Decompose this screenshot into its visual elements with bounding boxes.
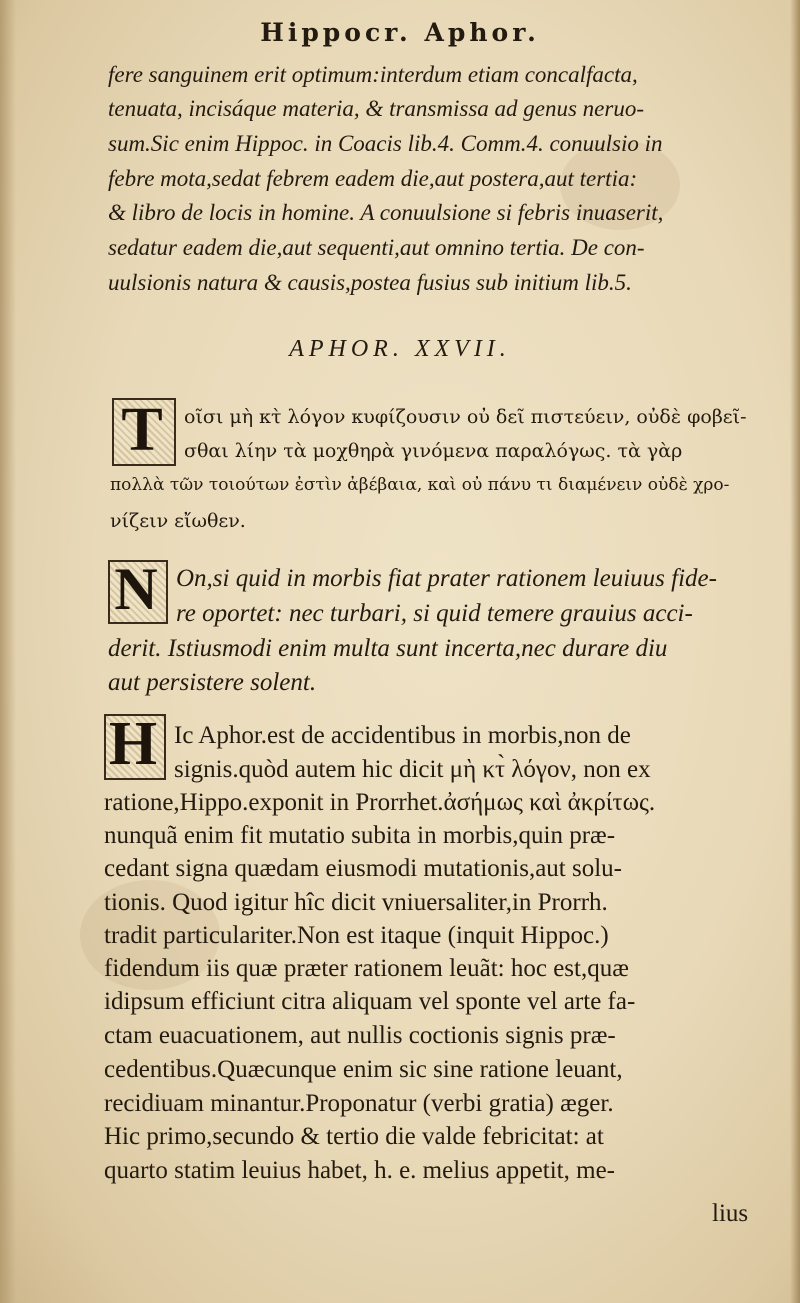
catchword: lius — [712, 1200, 749, 1227]
commentary-line: signis.quòd autem hic dicit μὴ κτ̀ λόγον, non ex — [174, 756, 651, 783]
commentary-line: idipsum efficiunt citra aliquam vel sponte vel arte fa- — [104, 988, 636, 1015]
latin-initial: N — [114, 556, 158, 622]
commentary-line: cedentibus.Quæcunque enim sic sine ratione leuant, — [104, 1056, 623, 1083]
commentary-top-line: & libro de locis in homine. A conuulsione si febris inuaserit, — [108, 200, 664, 225]
latin-line: aut persistere solent. — [108, 669, 317, 696]
commentary-top-line: tenuata, incisáque materia, & transmissa ad genus neruo- — [108, 96, 644, 121]
commentary-line: Ic Aphor.est de accidentibus in morbis,non de — [174, 722, 631, 749]
commentary-top-line: sum.Sic enim Hippoc. in Coacis lib.4. Comm.4. conuulsio in — [108, 131, 663, 156]
page-shadow-right — [790, 0, 800, 1303]
commentary-line: tradit particulariter.Non est itaque (inquit Hippoc.) — [104, 922, 609, 949]
commentary-top-line: fere sanguinem erit optimum:interdum etiam concalfacta, — [108, 62, 638, 87]
commentary-line: cedant signa quædam eiusmodi mutationis,aut solu- — [104, 855, 622, 882]
latin-line: re oportet: nec turbari, si quid temere grauius acci- — [176, 600, 693, 627]
running-head: Hippocr. Aphor. — [260, 18, 540, 47]
commentary-line: quarto statim leuius habet, h. e. melius appetit, me- — [104, 1157, 615, 1184]
commentary-top-line: uulsionis natura & causis,postea fusius sub initium lib.5. — [108, 270, 632, 295]
commentary-line: ctam euacuationem, aut nullis coctionis signis præ- — [104, 1022, 616, 1049]
greek-initial: T — [121, 396, 163, 464]
commentary-top-line: febre mota,sedat febrem eadem die,aut postera,aut tertia: — [108, 166, 638, 191]
latin-line: derit. Istiusmodi enim multa sunt incerta,nec durare diu — [108, 635, 668, 662]
page-shadow-left — [0, 0, 16, 1303]
commentary-line: recidiuam minantur.Proponatur (verbi gratia) æger. — [104, 1090, 614, 1117]
aphorism-heading: APHOR. XXVII. — [289, 336, 511, 362]
greek-line: νίζειν εἴωθεν. — [110, 510, 246, 532]
commentary-line: nunquã enim fit mutatio subita in morbis,quin præ- — [104, 822, 616, 849]
commentary-top-line: sedatur eadem die,aut sequenti,aut omnino tertia. De con- — [108, 235, 645, 260]
commentary-line: ratione,Hippo.exponit in Prorrhet.ἀσήμως καὶ ἀκρίτως. — [104, 789, 656, 816]
greek-line: πολλὰ τῶν τοιούτων ἐστὶν ἀβέβαια, καὶ οὐ πάνυ τι διαμένειν οὐδὲ χρο- — [110, 475, 730, 495]
commentary-line: Hic primo,secundo & tertio die valde febricitat: at — [104, 1123, 604, 1150]
commentary-line: fidendum iis quæ præter rationem leuãt: hoc est,quæ — [104, 955, 629, 982]
commentary-line: tionis. Quod igitur hîc dicit vniuersaliter,in Prorrh. — [104, 889, 608, 916]
greek-line: σθαι λίην τὰ μοχθηρὰ γινόμενα παραλόγως. τὰ γὰρ — [184, 440, 683, 462]
latin-line: On,si quid in morbis fiat prater rationem leuiuus fide- — [176, 565, 717, 592]
greek-line: οῖσι μὴ κτ̀ λόγον κυφίζουσιν οὐ δεῖ πιστεύειν, οὐδὲ φοβεῖ- — [184, 406, 747, 428]
commentary-initial: H — [108, 710, 158, 778]
